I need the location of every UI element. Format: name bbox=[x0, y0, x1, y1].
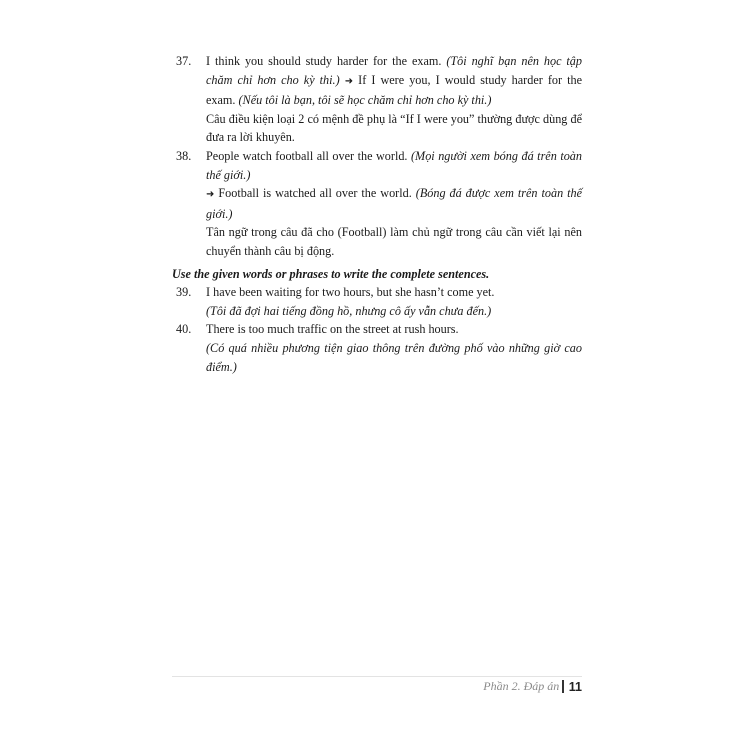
item-number: 37. bbox=[176, 54, 192, 68]
rewritten-sentence: If I were you, I would study harder for the exam. bbox=[206, 72, 583, 108]
item-content bbox=[206, 283, 582, 320]
footer-section-label: Phần 2. Đáp án bbox=[483, 679, 560, 693]
item-content bbox=[206, 147, 582, 261]
item-sentence bbox=[206, 52, 582, 110]
footer-divider bbox=[172, 676, 582, 677]
item-content bbox=[206, 52, 582, 147]
answer-item-40 bbox=[172, 320, 582, 376]
item-number: 40. bbox=[176, 322, 192, 337]
answer-item-37 bbox=[172, 52, 582, 147]
footer-separator bbox=[562, 680, 564, 693]
item-rewrite bbox=[206, 184, 582, 223]
item-number: 39. bbox=[176, 285, 192, 300]
section-heading: Use the given words or phrases to write the complete sentences. bbox=[172, 266, 490, 281]
vietnamese-translation: (Bóng đá được xem trên toàn thế giới.) bbox=[206, 186, 583, 221]
vietnamese-translation: (Tôi nghĩ bạn nên học tập chăm chỉ hơn cho kỳ thi.) bbox=[206, 54, 582, 87]
vietnamese-translation: (Có quá nhiều phương tiện giao thông trên đường phố vào những giờ cao điểm.) bbox=[206, 340, 582, 374]
english-sentence: I have been waiting for two hours, but she hasn’t come yet. bbox=[206, 285, 495, 300]
arrow-icon: ➜ bbox=[344, 75, 354, 87]
vietnamese-translation: (Mọi người xem bóng đá trên toàn thế giới.) bbox=[206, 148, 582, 182]
rewritten-sentence: Football is watched all over the world. bbox=[218, 186, 412, 201]
answer-item-38 bbox=[172, 147, 582, 261]
item-sentence bbox=[206, 147, 582, 184]
arrow-icon: ➜ bbox=[206, 189, 215, 201]
page-footer bbox=[483, 679, 582, 694]
english-sentence: I think you should study harder for the exam. bbox=[206, 54, 442, 68]
item-number: 38. bbox=[176, 148, 192, 163]
explanation-note: Câu điều kiện loại 2 có mệnh đề phụ là “If I were you” thường được dùng để đưa ra lời khuyên. bbox=[206, 111, 582, 145]
english-sentence: People watch football all over the world. bbox=[206, 148, 408, 163]
answer-item-39 bbox=[172, 283, 582, 320]
page-content bbox=[172, 52, 582, 376]
item-content bbox=[206, 320, 582, 376]
english-sentence: There is too much traffic on the street at rush hours. bbox=[206, 322, 459, 337]
page-number: 11 bbox=[568, 679, 582, 694]
vietnamese-translation: (Tôi đã đợi hai tiếng đồng hồ, nhưng cô ấy vẫn chưa đến.) bbox=[206, 303, 492, 318]
explanation-note: Tân ngữ trong câu đã cho (Football) làm chủ ngữ trong câu cần viết lại nên chuyển thành câu bị động. bbox=[206, 225, 582, 258]
vietnamese-translation: (Nếu tôi là bạn, tôi sẽ học chăm chỉ hơn cho kỳ thi.) bbox=[238, 93, 492, 108]
